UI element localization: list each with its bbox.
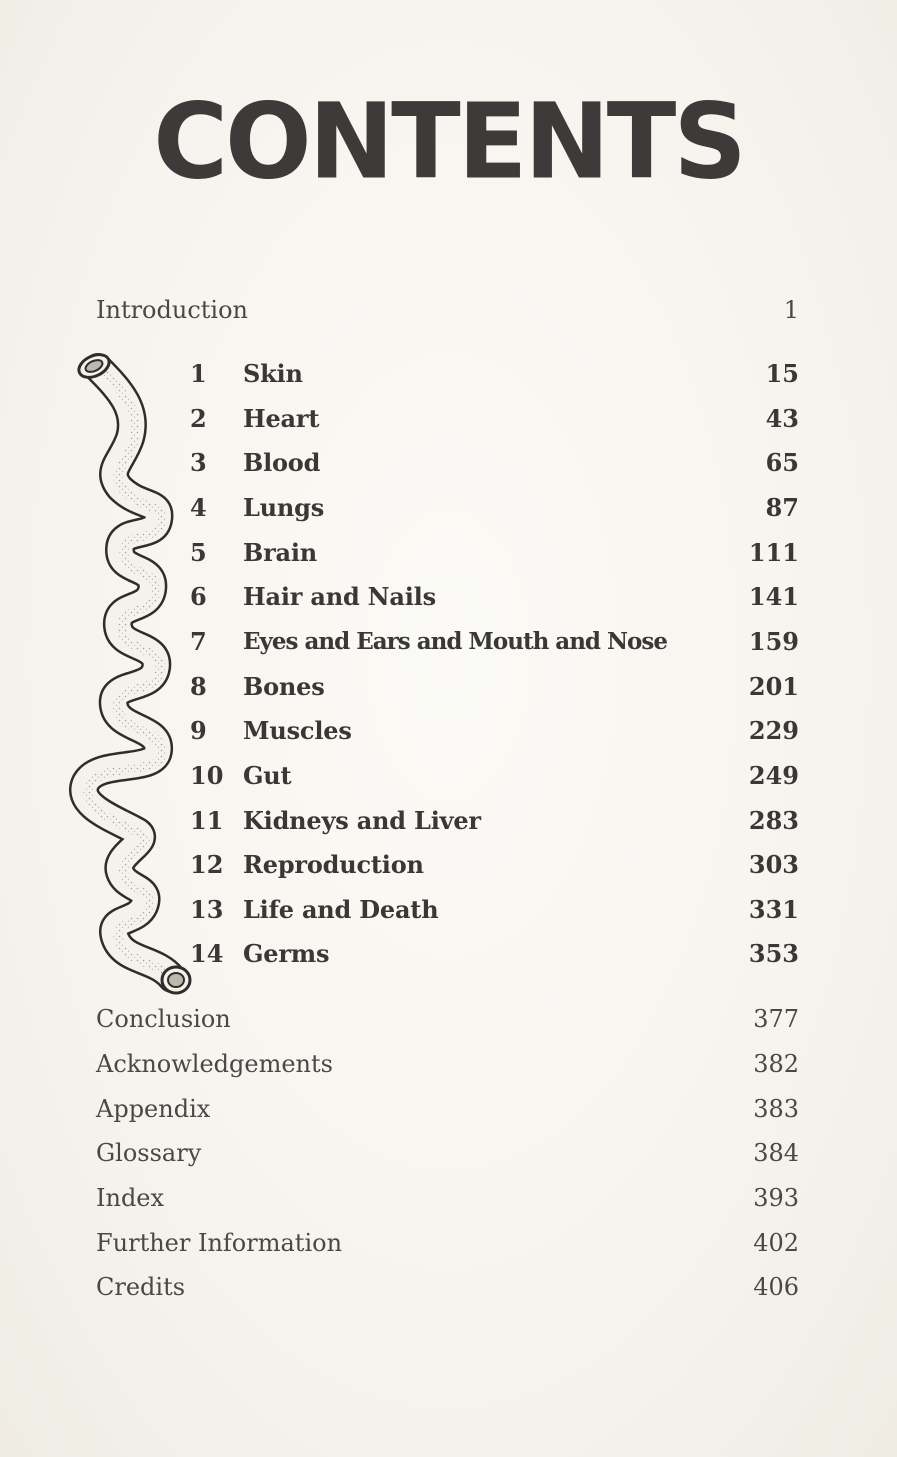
toc-entry-glossary[interactable] bbox=[0, 1133, 897, 1173]
chapter-page: 201 bbox=[748, 672, 799, 701]
toc-chapter-4[interactable] bbox=[0, 488, 897, 528]
toc-chapter-10[interactable] bbox=[0, 756, 897, 796]
chapter-number: 8 bbox=[190, 672, 207, 701]
chapter-page: 303 bbox=[748, 850, 799, 879]
toc-entry-label: Conclusion bbox=[96, 1005, 231, 1033]
toc-entry-conclusion[interactable] bbox=[0, 999, 897, 1039]
chapter-title: Blood bbox=[243, 448, 321, 477]
chapter-page: 331 bbox=[748, 895, 799, 924]
chapter-title: Muscles bbox=[243, 716, 352, 745]
toc-entry-label: Introduction bbox=[96, 296, 248, 324]
chapter-page: 229 bbox=[748, 716, 799, 745]
chapter-title: Hair and Nails bbox=[243, 582, 436, 611]
toc-chapter-1[interactable] bbox=[0, 354, 897, 394]
chapter-number: 10 bbox=[190, 761, 224, 790]
toc-chapter-7[interactable] bbox=[0, 622, 897, 662]
toc-chapter-13[interactable] bbox=[0, 890, 897, 930]
toc-entry-further-information[interactable] bbox=[0, 1223, 897, 1263]
chapter-number: 6 bbox=[190, 582, 207, 611]
toc-entry-label: Further Information bbox=[96, 1229, 343, 1257]
page-title: CONTENTS bbox=[153, 81, 744, 204]
chapter-title: Reproduction bbox=[243, 850, 424, 879]
toc-entry-index[interactable] bbox=[0, 1178, 897, 1218]
chapter-page: 65 bbox=[765, 448, 799, 477]
toc-entry-label: Glossary bbox=[96, 1139, 202, 1167]
toc-chapter-3[interactable] bbox=[0, 443, 897, 483]
chapter-page: 111 bbox=[748, 538, 799, 567]
toc-chapter-14[interactable] bbox=[0, 934, 897, 974]
chapter-page: 87 bbox=[765, 493, 799, 522]
chapter-title: Kidneys and Liver bbox=[243, 806, 481, 835]
chapter-title: Germs bbox=[243, 939, 330, 968]
chapter-title: Lungs bbox=[243, 493, 325, 522]
toc-entry-page: 383 bbox=[753, 1095, 799, 1123]
toc-entry-page: 384 bbox=[753, 1139, 799, 1167]
chapter-number: 11 bbox=[190, 806, 224, 835]
chapter-title: Life and Death bbox=[243, 895, 439, 924]
toc-entry-label: Acknowledgements bbox=[96, 1050, 333, 1078]
chapter-page: 283 bbox=[748, 806, 799, 835]
chapter-page: 159 bbox=[748, 627, 799, 656]
toc-chapter-8[interactable] bbox=[0, 667, 897, 707]
chapter-page: 141 bbox=[748, 582, 799, 611]
chapter-number: 1 bbox=[190, 359, 207, 388]
chapter-title: Eyes and Ears and Mouth and Nose bbox=[243, 628, 667, 655]
chapter-title: Bones bbox=[243, 672, 325, 701]
chapter-title: Skin bbox=[243, 359, 303, 388]
chapter-number: 3 bbox=[190, 448, 207, 477]
chapter-number: 12 bbox=[190, 850, 224, 879]
chapter-number: 7 bbox=[190, 627, 207, 656]
chapter-page: 249 bbox=[748, 761, 799, 790]
toc-entry-introduction[interactable] bbox=[0, 290, 897, 330]
toc-chapter-6[interactable] bbox=[0, 577, 897, 617]
toc-entry-appendix[interactable] bbox=[0, 1089, 897, 1129]
toc-entry-acknowledgements[interactable] bbox=[0, 1044, 897, 1084]
chapter-number: 9 bbox=[190, 716, 207, 745]
toc-entry-page: 1 bbox=[783, 296, 799, 324]
chapter-title: Heart bbox=[243, 404, 320, 433]
chapter-title: Gut bbox=[243, 761, 292, 790]
toc-entry-page: 393 bbox=[753, 1184, 799, 1212]
toc-entry-page: 377 bbox=[753, 1005, 799, 1033]
chapter-number: 13 bbox=[190, 895, 224, 924]
toc-entry-label: Index bbox=[96, 1184, 165, 1212]
toc-chapter-12[interactable] bbox=[0, 845, 897, 885]
toc-entry-page: 402 bbox=[753, 1229, 799, 1257]
chapter-page: 43 bbox=[765, 404, 799, 433]
toc-chapter-5[interactable] bbox=[0, 533, 897, 573]
toc-entry-page: 382 bbox=[753, 1050, 799, 1078]
chapter-title: Brain bbox=[243, 538, 318, 567]
chapter-number: 2 bbox=[190, 404, 207, 433]
toc-entry-label: Appendix bbox=[96, 1095, 211, 1123]
chapter-number: 5 bbox=[190, 538, 207, 567]
toc-entry-label: Credits bbox=[96, 1273, 186, 1301]
chapter-number: 4 bbox=[190, 493, 207, 522]
chapter-page: 15 bbox=[765, 359, 799, 388]
toc-chapter-11[interactable] bbox=[0, 801, 897, 841]
toc-chapter-2[interactable] bbox=[0, 399, 897, 439]
toc-entry-page: 406 bbox=[753, 1273, 799, 1301]
chapter-page: 353 bbox=[748, 939, 799, 968]
toc-entry-credits[interactable] bbox=[0, 1267, 897, 1307]
chapter-number: 14 bbox=[190, 939, 224, 968]
toc-chapter-9[interactable] bbox=[0, 711, 897, 751]
